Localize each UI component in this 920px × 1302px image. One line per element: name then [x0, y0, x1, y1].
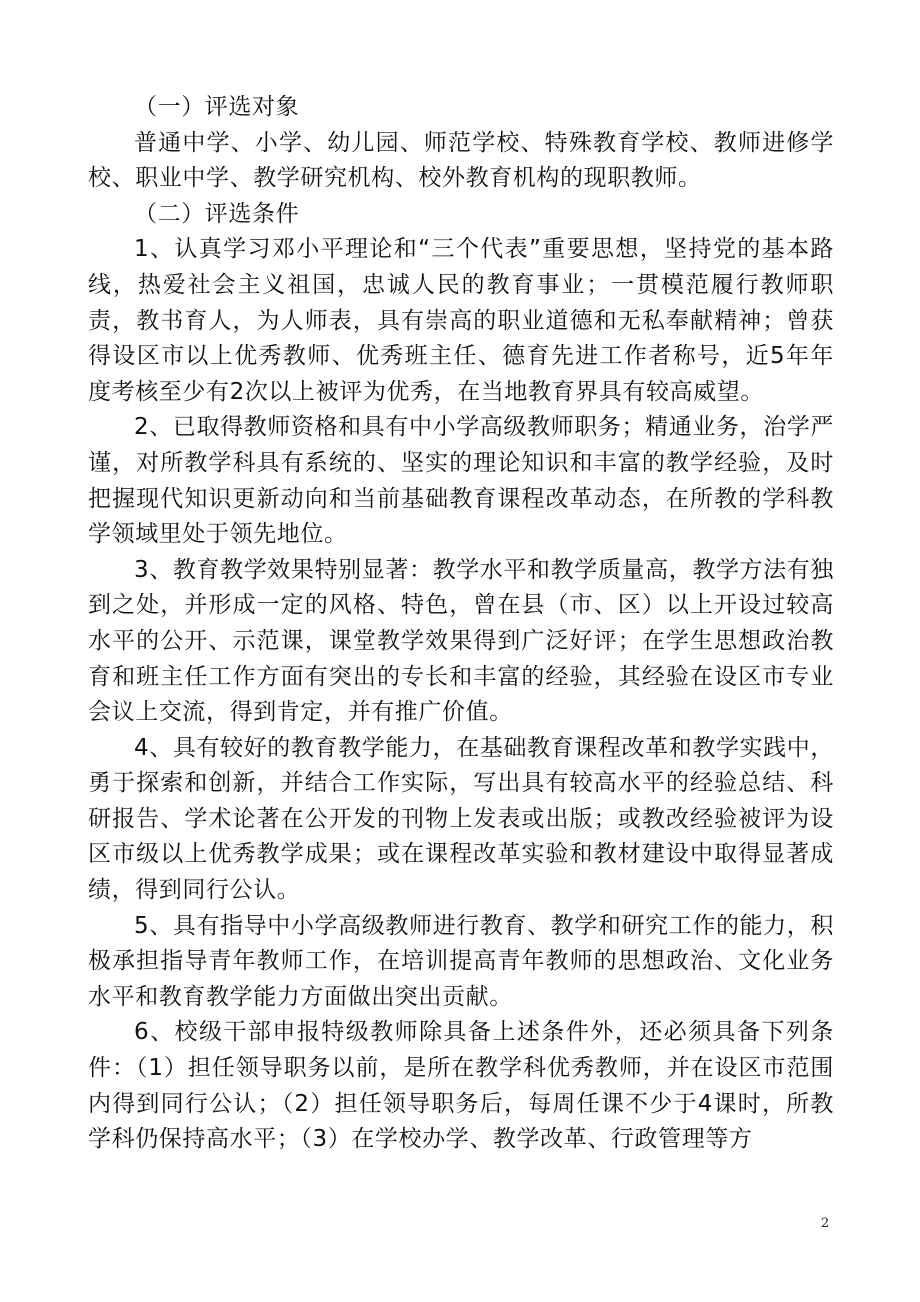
criterion-paragraph-6: 6、校级干部申报特级教师除具备上述条件外，还必须具备下列条件：（1）担任领导职务以前，是所在教学科优秀教师，并在设区市范围内得到同行公认；（2）担任领导职务后，每周任课不少于4课时，所教学科仍保持高水平；（3）在学校办学、教学改革、行政管理等方 — [88, 1019, 834, 1153]
paragraph-selection-targets: 普通中学、小学、幼儿园、师范学校、特殊教育学校、教师进修学校、职业中学、教学研究机构、校外教育机构的现职教师。 — [88, 129, 834, 192]
criterion-paragraph-4: 4、具有较好的教育教学能力，在基础教育课程改革和教学实践中，勇于探索和创新，并结合工作实际，写出具有较高水平的经验总结、科研报告、学术论著在公开发的刊物上发表或出版；或教改经验被评为设区市级以上优秀教学成果；或在课程改革实验和教材建设中取得显著成绩，得到同行公认。 — [88, 734, 834, 904]
criterion-paragraph-5: 5、具有指导中小学高级教师进行教育、教学和研究工作的能力，积极承担指导青年教师工作，在培训提高青年教师的思想政治、文化业务水平和教育教学能力方面做出突出贡献。 — [88, 912, 834, 1010]
criterion-paragraph-1: 1、认真学习邓小平理论和“三个代表”重要思想，坚持党的基本路线，热爱社会主义祖国，忠诚人民的教育事业；一贯模范履行教师职责，教书育人，为人师表，具有崇高的职业道德和无私奉献精神；曾获得设区市以上优秀教师、优秀班主任、德育先进工作者称号，近5年年度考核至少有2次以上被评为优秀，在当地教育界具有较高威望。 — [88, 236, 834, 405]
page-number: 2 — [820, 1216, 830, 1231]
section-heading-selection-targets: （一）评选对象 — [134, 94, 300, 120]
criterion-paragraph-2: 2、已取得教师资格和具有中小学高级教师职务；精通业务，治学严谨，对所教学科具有系统的、坚实的理论知识和丰富的教学经验，及时把握现代知识更新动向和当前基础教育课程改革动态，在所教的学科教学领域里处于领先地位。 — [88, 414, 834, 548]
criterion-paragraph-3: 3、教育教学效果特别显著：教学水平和教学质量高，教学方法有独到之处，并形成一定的风格、特色，曾在县（市、区）以上开设过较高水平的公开、示范课，课堂教学效果得到广泛好评；在学生思想政治教育和班主任工作方面有突出的专长和丰富的经验，其经验在设区市专业会议上交流，得到肯定，并有推广价值。 — [88, 556, 834, 726]
document-body — [88, 90, 834, 1158]
section-heading-selection-criteria: （二）评选条件 — [134, 200, 300, 227]
